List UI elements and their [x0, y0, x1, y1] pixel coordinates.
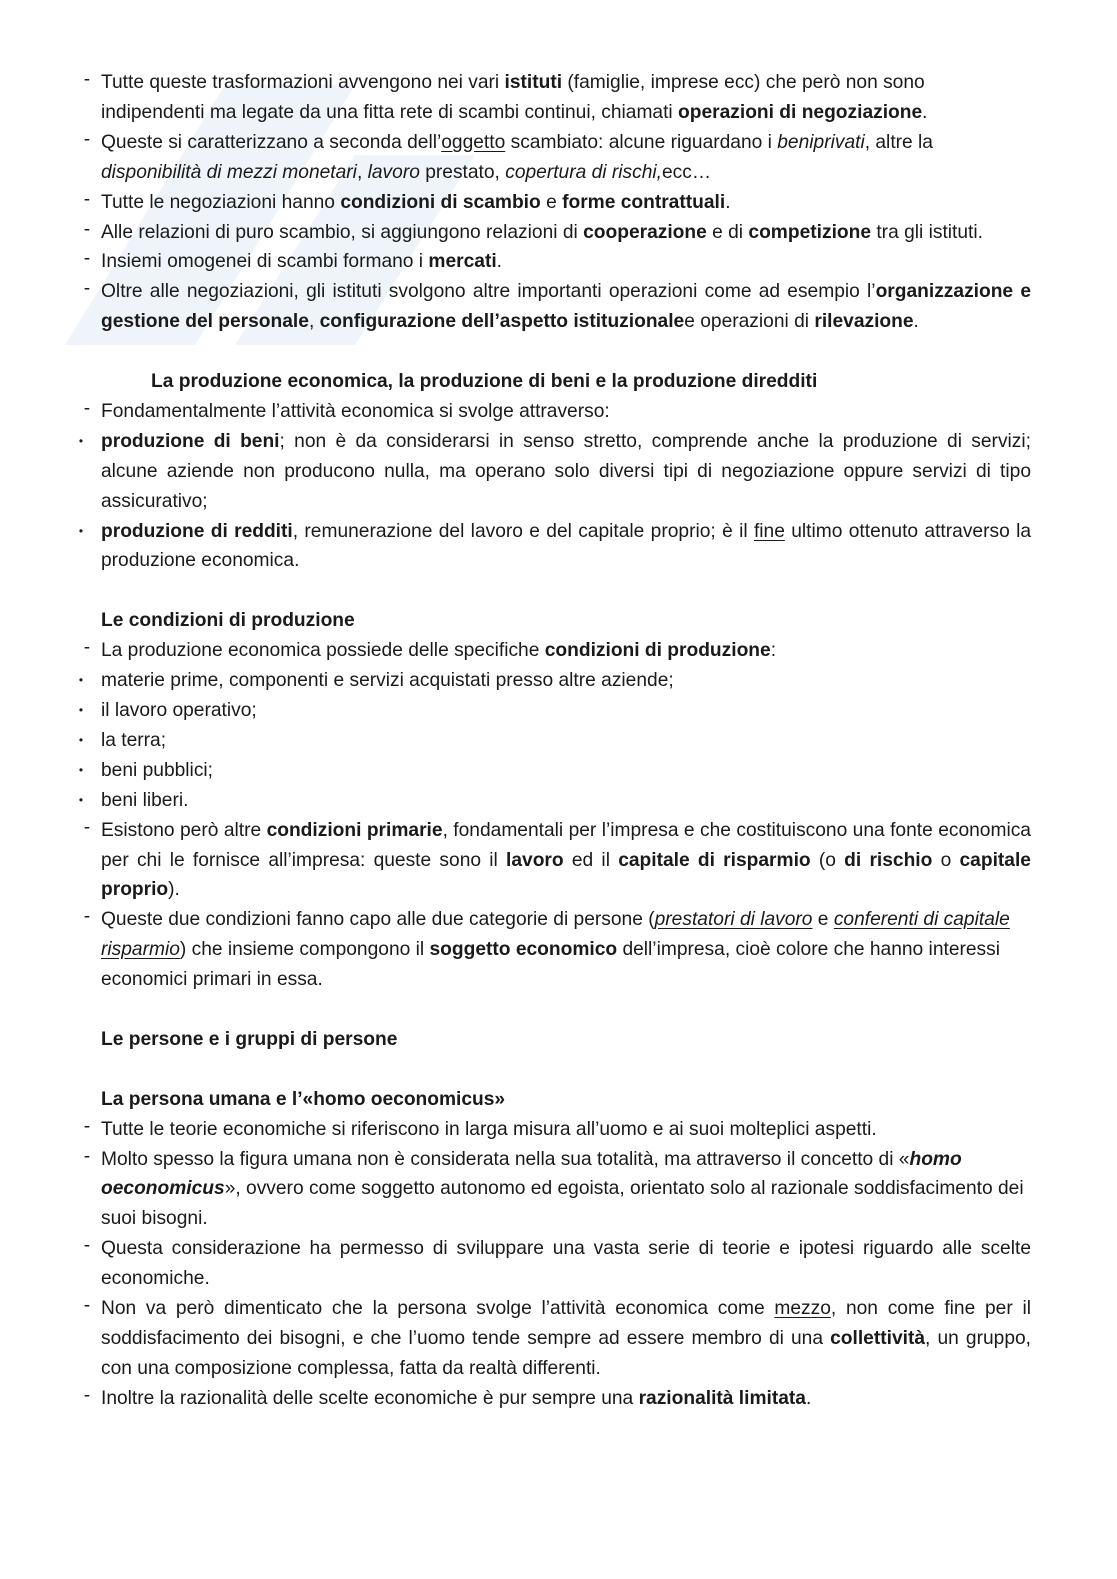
text-run: , un gruppo, con una composizione complessa, fatta da realtà differenti.: [101, 1328, 1031, 1379]
text-run: (o: [810, 849, 845, 871]
text-run: razionalità limitata: [638, 1387, 806, 1409]
text-run: mezzo: [774, 1298, 831, 1320]
text-run: ed il: [563, 849, 619, 871]
text-run: Alle relazioni di puro scambio, si aggiungono relazioni di: [101, 221, 584, 243]
dash-marker: -: [83, 69, 91, 90]
text-run: Tutte le teorie economiche si riferiscono in larga misura all’uomo e ai suoi molteplici aspetti.: [101, 1118, 877, 1140]
text-run: capitale di risparmio: [618, 849, 811, 871]
text-run: .: [725, 191, 731, 213]
bullet-marker: •: [78, 523, 84, 538]
dash-item: [83, 188, 1031, 218]
dash-marker: -: [83, 128, 91, 150]
spacer: [101, 995, 1031, 1025]
text-run: conferenti di capitale risparmio: [101, 909, 1010, 961]
section-heading: Le persone e i gruppi di persone: [101, 1028, 398, 1050]
dash-item: [83, 277, 1031, 337]
text-run: copertura di rischi,: [505, 161, 662, 183]
text-run: ecc…: [661, 161, 712, 183]
text-run: Insiemi omogenei di scambi formano i: [101, 251, 429, 273]
text-run: .: [913, 311, 919, 333]
text-run: produzione di redditi: [101, 520, 293, 542]
text-run: rilevazione: [814, 311, 914, 333]
text-run: tra gli istituti.: [871, 221, 983, 243]
text-run: fine: [753, 520, 785, 542]
text-run: Molto spesso la figura umana non è considerata nella sua totalità, ma attraverso il concetto di «: [101, 1148, 910, 1170]
dash-marker: -: [83, 278, 91, 300]
text-run: scambiato: alcune riguardano i: [505, 131, 778, 153]
text-run: La produzione economica possiede delle specifiche: [101, 640, 545, 662]
dash-marker: -: [83, 816, 91, 838]
text-run: configurazione dell’aspetto istituzionale: [319, 311, 685, 333]
text-run: beniprivati: [777, 131, 865, 153]
bullet-item: [78, 517, 1032, 577]
text-run: soggetto economico: [429, 939, 618, 961]
dash-marker: -: [83, 637, 91, 659]
text-run: organizzazione e gestione del personale: [101, 281, 1031, 333]
text-run: ).: [168, 879, 180, 901]
text-run: o: [932, 849, 960, 871]
document-body: [78, 68, 1032, 1414]
text-run: , remunerazione del lavoro e del capitale proprio; è il: [292, 520, 754, 542]
dash-marker: -: [83, 218, 91, 240]
section-heading: Le condizioni di produzione: [101, 610, 355, 632]
text-run: .: [805, 1387, 812, 1409]
text-run: lavoro: [506, 849, 564, 871]
dash-item: [83, 1294, 1031, 1384]
text-run: collettività: [830, 1328, 926, 1349]
text-run: oggetto: [441, 131, 506, 153]
text-run: condizioni di scambio: [340, 191, 541, 213]
text-run: Queste due condizioni fanno capo alle due categorie di persone (: [101, 909, 655, 931]
text-run: Non va però dimenticato che la persona svolge l’attività economica come: [101, 1298, 775, 1320]
bullet-marker: •: [78, 673, 84, 688]
text-run: il lavoro operativo;: [101, 700, 257, 721]
bullet-item: [78, 786, 1031, 816]
text-run: ,: [308, 311, 320, 333]
dash-marker: -: [83, 1295, 91, 1317]
text-run: .: [496, 251, 503, 273]
bullet-item: [78, 756, 1031, 786]
dash-item: [83, 218, 1031, 248]
dash-item: [83, 636, 1031, 666]
text-run: beni liberi.: [101, 789, 189, 811]
dash-item: [83, 247, 1031, 277]
text-run: di rischio: [844, 849, 933, 871]
dash-item: [83, 1145, 1031, 1235]
text-run: la terra;: [101, 729, 167, 751]
text-run: Oltre alle negoziazioni, gli istituti svolgono altre importanti operazioni come ad esempio l’: [101, 281, 876, 303]
bullet-marker: •: [78, 433, 84, 448]
section-heading: La produzione economica, la produzione di beni e la produzione diredditi: [151, 371, 818, 393]
spacer: [101, 337, 1031, 367]
dash-item: [83, 816, 1031, 906]
bullet-marker: •: [78, 732, 84, 747]
text-run: », ovvero come soggetto autonomo ed egoista, orientato solo al razionale soddisfacimento dei suoi bisogni.: [101, 1178, 1024, 1230]
text-run: Queste si caratterizzano a seconda dell’: [101, 131, 442, 153]
bullet-item: [78, 726, 1031, 756]
section-heading: La persona umana e l’«homo oeconomicus»: [101, 1088, 506, 1110]
text-run: prestato,: [419, 161, 506, 183]
text-run: Tutte le negoziazioni hanno: [101, 191, 341, 213]
spacer: [101, 576, 1031, 606]
text-run: operazioni di negoziazione: [678, 101, 923, 123]
dash-item: [83, 128, 1031, 188]
dash-item: [83, 1234, 1031, 1294]
dash-marker: -: [83, 248, 91, 270]
text-run: e operazioni di: [684, 311, 815, 333]
dash-marker: -: [83, 1235, 91, 1257]
text-run: ; non è da considerarsi in senso stretto, comprende anche la produzione di servizi; alcune aziende non producono nulla, ma operano solo diversi tipi di negoziazione oppure servizi di tipo assicurativo;: [101, 430, 1031, 512]
text-run: Questa considerazione ha permesso di sviluppare una vasta serie di teorie e ipotesi riguardo alle scelte economiche.: [101, 1238, 1031, 1290]
dash-item: [83, 397, 1031, 427]
bullet-item: [78, 696, 1031, 726]
text-run: capitale proprio: [101, 849, 1031, 901]
text-run: e di: [706, 221, 749, 243]
dash-marker: -: [83, 1145, 91, 1167]
text-run: :: [770, 640, 777, 662]
bullet-item: [78, 666, 1031, 696]
dash-marker: -: [83, 1115, 91, 1137]
dash-item: [83, 68, 1031, 128]
dash-item: [83, 1384, 1031, 1414]
bullet-marker: •: [78, 792, 84, 807]
text-run: Tutte queste trasformazioni avvengono nei vari: [101, 72, 505, 93]
text-run: , fondamentali per l’impresa e che costituiscono una fonte economica per chi le fornisce all’impresa: queste sono il: [101, 819, 1031, 871]
text-run: lavoro: [367, 161, 420, 183]
text-run: ) che insieme compongono il: [179, 939, 430, 961]
text-run: prestatori di lavoro: [654, 909, 813, 931]
bullet-marker: •: [78, 703, 84, 717]
dash-marker: -: [83, 188, 91, 210]
text-run: e: [812, 909, 834, 931]
text-run: produzione di beni: [101, 430, 280, 452]
spacer: [101, 1055, 1031, 1085]
text-run: materie prime, componenti e servizi acquistati presso altre aziende;: [101, 670, 674, 692]
text-run: dell’impresa, cioè colore che hanno interessi economici primari in essa.: [101, 939, 1000, 991]
dash-marker: -: [83, 906, 91, 928]
text-run: condizioni primarie: [266, 819, 443, 841]
dash-marker: -: [83, 1384, 91, 1406]
text-run: e: [540, 191, 563, 213]
bullet-item: [78, 427, 1031, 517]
bullet-marker: •: [78, 762, 84, 777]
dash-marker: -: [83, 397, 91, 419]
text-run: Fondamentalmente l’attività economica si svolge attraverso:: [101, 400, 610, 422]
text-run: , non come fine per il soddisfacimento dei bisogni, e che l’uomo tende sempre ad essere membro di una: [101, 1298, 1031, 1349]
text-run: , altre la: [864, 131, 933, 153]
text-run: cooperazione: [583, 221, 707, 243]
text-run: ultimo ottenuto attraverso la produzione economica.: [101, 520, 1032, 572]
text-run: istituti: [504, 72, 563, 93]
text-run: ,: [356, 161, 368, 183]
text-run: .: [922, 101, 928, 123]
dash-item: [83, 1115, 1031, 1145]
text-run: forme contrattuali: [562, 191, 726, 213]
text-run: competizione: [748, 221, 872, 243]
text-run: Inoltre la razionalità delle scelte economiche è pur sempre una: [101, 1387, 639, 1409]
text-run: Esistono però altre: [101, 819, 267, 841]
text-run: (famiglie, imprese ecc) che però non sono indipendenti ma legate da una fitta rete di scambi continui, chiamati: [101, 72, 925, 123]
text-run: condizioni di produzione: [544, 640, 771, 662]
text-run: disponibilità di mezzi monetari: [101, 161, 357, 183]
text-run: homo oeconomicus: [101, 1148, 962, 1200]
dash-item: [83, 905, 1031, 995]
text-run: beni pubblici;: [101, 759, 214, 781]
text-run: mercati: [428, 251, 497, 273]
